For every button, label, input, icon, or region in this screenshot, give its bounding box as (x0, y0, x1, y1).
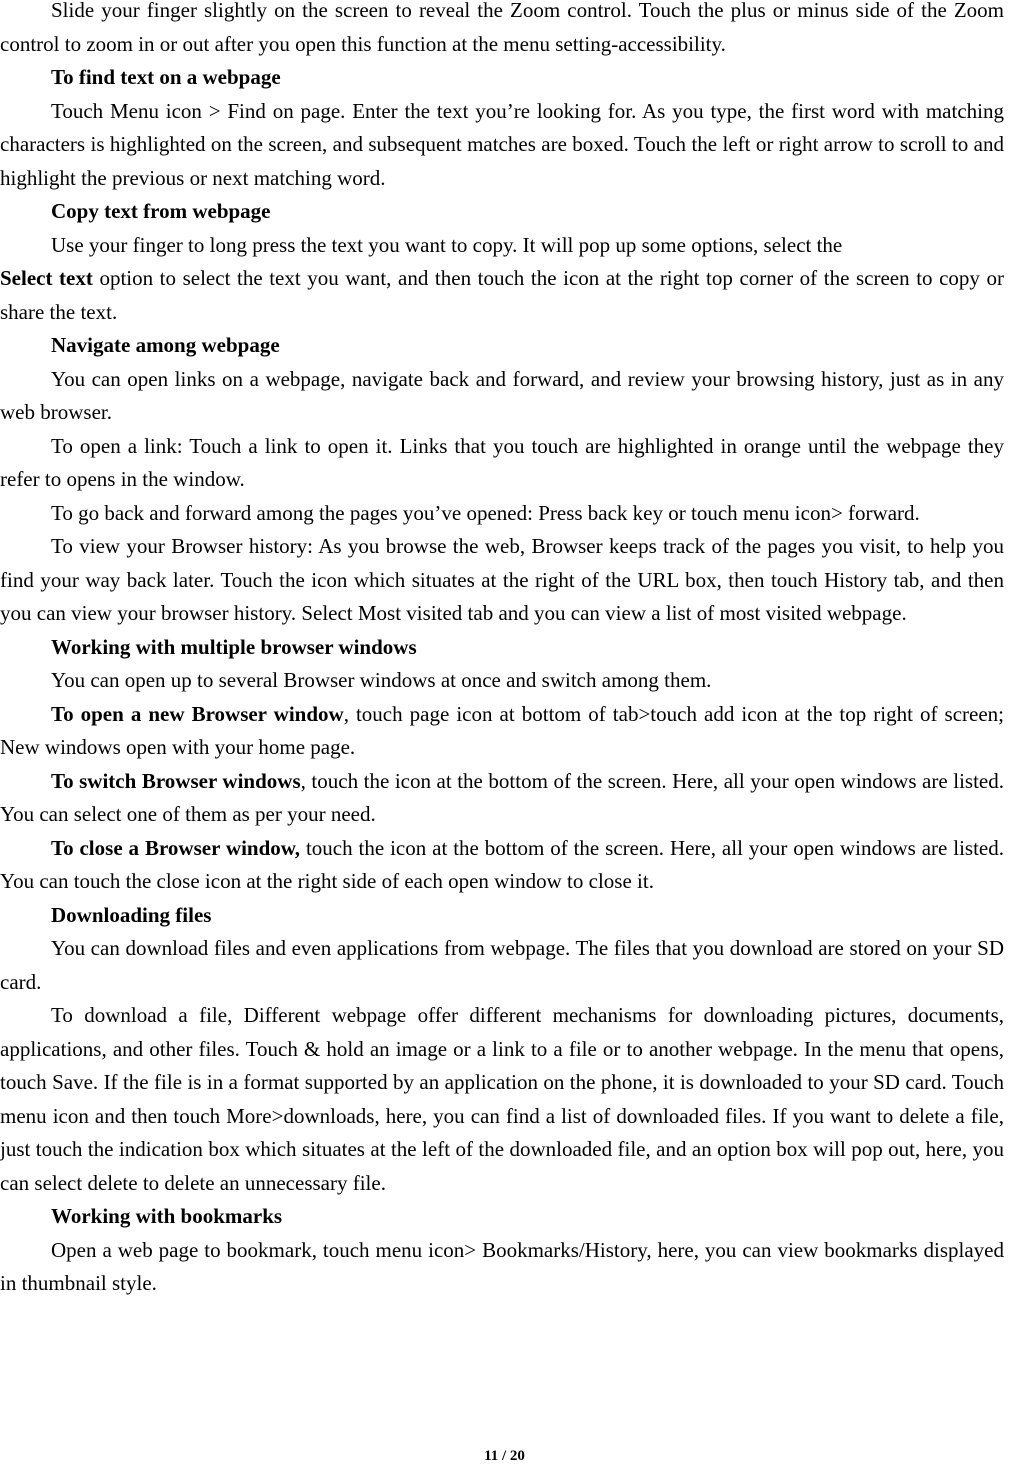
bold-select-text: Select text (0, 266, 93, 290)
page-number: 11 / 20 (484, 1448, 525, 1464)
bold-switch-windows: To switch Browser windows (51, 768, 301, 793)
paragraph-find-text: Touch Menu icon > Find on page. Enter the text you’re looking for. As you type, the first word with matching characters is highlighted on the screen, and subsequent matches are boxed. Touch the left or right arrow to scroll to and highlight the previous or next matching word. (0, 98, 1004, 190)
paragraph-copy-text (0, 229, 1004, 330)
paragraph-open-link: To open a link: Touch a link to open it. Links that you touch are highlighted in orange until the webpage they refer to opens in the window. (0, 433, 1004, 491)
paragraph-browser-history: To view your Browser history: As you browse the web, Browser keeps track of the pages you visit, to help you find your way back later. Touch the icon which situates at the right of the URL box, then touch History tab, and then you can view your browser history. Select Most visited tab and you can view a list of most visited webpage. (0, 534, 1004, 625)
paragraph-download-steps: To download a file, Different webpage offer different mechanisms for downloading pictures, documents, applications, and other files. Touch & hold an image or a link to a file or to another webpage. In the menu that opens, touch Save. If the file is in a format supported by an application on the phone, it is downloaded to your SD card. Touch menu icon and then touch More>downloads, here, you can find a list of downloaded files. If you want to delete a file, just touch the indication box which situates at the left of the downloaded file, and an option box will pop out, here, you can select delete to delete an unnecessary file. (0, 1003, 1004, 1195)
paragraph-close-window (0, 832, 1004, 899)
switch-windows-text: , touch the icon at the bottom of the screen. Here, all your open windows are listed. You can select one of them as per your need. (0, 768, 1004, 826)
paragraph-open-new-window (0, 698, 1004, 765)
paragraph-back-forward: To go back and forward among the pages you’ve opened: Press back key or touch menu icon> forward. (51, 500, 920, 525)
paragraph-bookmarks: Open a web page to bookmark, touch menu icon> Bookmarks/History, here, you can view bookmarks displayed in thumbnail style. (0, 1237, 1004, 1295)
heading-bookmarks: Working with bookmarks (51, 1204, 283, 1228)
paragraph-switch-windows (0, 765, 1004, 832)
heading-navigate: Navigate among webpage (51, 333, 280, 357)
open-new-window-text: , touch page icon at bottom of tab>touch add icon at the top right of screen; New windows open with your home page. (0, 701, 1004, 759)
heading-copy-text: Copy text from webpage (51, 199, 271, 223)
close-window-text: touch the icon at the bottom of the screen. Here, all your open windows are listed. You can touch the close icon at the right side of each open window to close it. (0, 835, 1004, 893)
paragraph-multiple-windows-intro: You can open up to several Browser windows at once and switch among them. (51, 668, 712, 692)
bold-close-window: To close a Browser window, (51, 835, 301, 860)
paragraph-zoom-control: Slide your finger slightly on the screen to reveal the Zoom control. Touch the plus or minus side of the Zoom control to zoom in or out after you open this function at the menu setting-accessibility. (0, 0, 1004, 56)
heading-find-text: To find text on a webpage (51, 65, 281, 89)
copy-text-intro: Use your finger to long press the text you want to copy. It will pop up some options, select the (51, 232, 843, 257)
heading-downloading-files: Downloading files (51, 902, 212, 927)
paragraph-navigate-intro: You can open links on a webpage, navigate back and forward, and review your browsing history, just as in any web browser. (0, 366, 1004, 424)
heading-multiple-windows: Working with multiple browser windows (51, 634, 417, 659)
paragraph-download-intro: You can download files and even applications from webpage. The files that you download are stored on your SD card. (0, 936, 1004, 994)
copy-text-rest: option to select the text you want, and then touch the icon at the right top corner of the screen to copy or share the text. (0, 266, 1004, 324)
bold-open-new-window: To open a new Browser window (51, 701, 344, 726)
